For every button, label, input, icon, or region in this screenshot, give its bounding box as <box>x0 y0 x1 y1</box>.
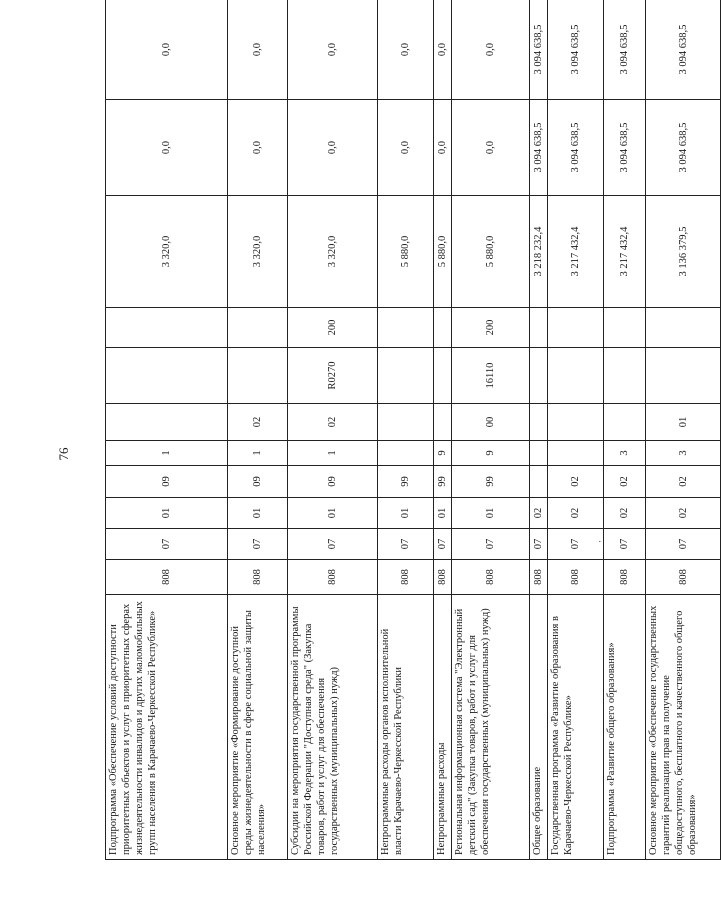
cell-sum3: 3 094 638,5 <box>548 0 604 100</box>
cell-csr2: 3 <box>646 441 721 466</box>
cell-csr1: 09 <box>106 466 228 498</box>
rotated-table-container <box>105 0 698 860</box>
cell-ved: 808 <box>434 560 452 595</box>
cell-csr3: 02 <box>288 404 378 441</box>
cell-csr1: 09 <box>228 466 288 498</box>
cell-rz: 07 <box>434 529 452 560</box>
cell-csr2: 1 <box>106 441 228 466</box>
table-row <box>288 0 378 860</box>
cell-csr3 <box>106 404 228 441</box>
cell-sum3: 0,0 <box>378 0 434 100</box>
cell-rz: 07 <box>228 529 288 560</box>
cell-csr4: 16110 <box>452 348 530 404</box>
cell-csr1: 02 <box>646 466 721 498</box>
table-row <box>106 0 228 860</box>
cell-sum2: 3 094 638,5 <box>548 100 604 196</box>
cell-vr: 200 <box>288 308 378 348</box>
cell-vr <box>548 308 604 348</box>
cell-sum1: 3 320,0 <box>106 196 228 308</box>
cell-name: Непрограммные расходы <box>434 595 452 860</box>
cell-pr: 01 <box>434 498 452 529</box>
cell-vr <box>646 308 721 348</box>
cell-rz: 07 <box>530 529 548 560</box>
cell-csr4 <box>106 348 228 404</box>
cell-rz: 07 <box>548 529 604 560</box>
cell-ved: 808 <box>646 560 721 595</box>
table-row <box>548 0 604 860</box>
cell-ved: 808 <box>452 560 530 595</box>
cell-sum1: 5 880,0 <box>452 196 530 308</box>
cell-sum2: 0,0 <box>228 100 288 196</box>
cell-sum3: 0,0 <box>106 0 228 100</box>
margin-mark: · <box>598 536 602 548</box>
cell-vr <box>378 308 434 348</box>
cell-ved: 808 <box>228 560 288 595</box>
cell-sum2: 3 094 638,5 <box>646 100 721 196</box>
cell-ved: 808 <box>548 560 604 595</box>
cell-vr <box>434 308 452 348</box>
cell-csr4 <box>378 348 434 404</box>
cell-vr <box>530 308 548 348</box>
cell-rz: 07 <box>646 529 721 560</box>
cell-sum1: 3 217 432,4 <box>548 196 604 308</box>
cell-rz: 07 <box>604 529 646 560</box>
cell-ved: 808 <box>378 560 434 595</box>
cell-vr <box>106 308 228 348</box>
cell-csr1: 02 <box>604 466 646 498</box>
cell-pr: 01 <box>228 498 288 529</box>
cell-csr4 <box>228 348 288 404</box>
budget-table <box>105 0 721 860</box>
cell-sum2: 3 094 638,5 <box>604 100 646 196</box>
cell-pr: 02 <box>530 498 548 529</box>
cell-ved: 808 <box>106 560 228 595</box>
table-row <box>646 0 721 860</box>
cell-sum1: 5 880,0 <box>378 196 434 308</box>
cell-sum3: 0,0 <box>228 0 288 100</box>
cell-csr2: 1 <box>228 441 288 466</box>
cell-csr2 <box>530 441 548 466</box>
cell-sum1: 3 217 432,4 <box>604 196 646 308</box>
cell-vr <box>604 308 646 348</box>
cell-csr3 <box>604 404 646 441</box>
cell-sum2: 0,0 <box>452 100 530 196</box>
cell-sum3: 0,0 <box>452 0 530 100</box>
cell-sum2: 0,0 <box>434 100 452 196</box>
cell-sum2: 0,0 <box>106 100 228 196</box>
cell-sum1: 3 218 232,4 <box>530 196 548 308</box>
table-row <box>604 0 646 860</box>
cell-sum1: 3 320,0 <box>288 196 378 308</box>
cell-pr: 01 <box>378 498 434 529</box>
cell-vr <box>228 308 288 348</box>
cell-sum1: 3 320,0 <box>228 196 288 308</box>
cell-sum3: 0,0 <box>434 0 452 100</box>
cell-csr4 <box>434 348 452 404</box>
cell-name: Субсидии на мероприятия государственной программы Российской Федерации "Доступная среда" (Закупка товаров, работ и услуг для обеспечения государственных (муниципальных) нужд) <box>288 595 378 860</box>
table-body <box>106 0 721 860</box>
cell-name: Основное мероприятие «Формирование доступной среды жизнедеятельности в сфере социальной защиты населения» <box>228 595 288 860</box>
cell-vr: 200 <box>452 308 530 348</box>
cell-csr1: 99 <box>434 466 452 498</box>
cell-csr1: 02 <box>548 466 604 498</box>
cell-csr3 <box>434 404 452 441</box>
cell-csr3: 01 <box>646 404 721 441</box>
cell-pr: 01 <box>452 498 530 529</box>
cell-ved: 808 <box>530 560 548 595</box>
cell-pr: 01 <box>106 498 228 529</box>
cell-csr4: R0270 <box>288 348 378 404</box>
cell-pr: 02 <box>548 498 604 529</box>
cell-sum1: 5 880,0 <box>434 196 452 308</box>
cell-name: Государственная программа «Развитие образования в Карачаево-Черкесской Республике» <box>548 595 604 860</box>
cell-name: Общее образование <box>530 595 548 860</box>
cell-csr3: 00 <box>452 404 530 441</box>
cell-csr3 <box>378 404 434 441</box>
cell-csr2: 9 <box>434 441 452 466</box>
table-row <box>530 0 548 860</box>
cell-csr4 <box>646 348 721 404</box>
cell-name: Непрограммные расходы органов исполнительной власти Карачаево-Черкесской Республики <box>378 595 434 860</box>
cell-sum2: 3 094 638,5 <box>530 100 548 196</box>
cell-csr1: 09 <box>288 466 378 498</box>
cell-csr2 <box>378 441 434 466</box>
cell-sum3: 3 094 638,5 <box>604 0 646 100</box>
cell-rz: 07 <box>452 529 530 560</box>
table-row <box>434 0 452 860</box>
cell-sum2: 0,0 <box>288 100 378 196</box>
table-row <box>452 0 530 860</box>
cell-name: Основное мероприятие «Обеспечение государственных гарантий реализации прав на получение общедоступного, бесплатного и качественного общего образования» <box>646 595 721 860</box>
cell-csr3 <box>548 404 604 441</box>
cell-csr2 <box>548 441 604 466</box>
cell-pr: 02 <box>646 498 721 529</box>
cell-sum1: 3 136 379,5 <box>646 196 721 308</box>
cell-name: Подпрограмма «Развитие общего образования» <box>604 595 646 860</box>
cell-sum3: 3 094 638,5 <box>530 0 548 100</box>
cell-name: Подпрограмма «Обеспечение условий доступности приоритетных объектов и услуг в приоритетных сферах жизнедеятельности инвалидов и других маломобильных групп населения в Карачаево-Черкесской Республике» <box>106 595 228 860</box>
cell-csr2: 9 <box>452 441 530 466</box>
page-number: 76 <box>56 447 71 461</box>
cell-csr1: 99 <box>452 466 530 498</box>
cell-csr4 <box>548 348 604 404</box>
cell-csr3: 02 <box>228 404 288 441</box>
cell-csr4 <box>604 348 646 404</box>
table-row <box>228 0 288 860</box>
cell-rz: 07 <box>106 529 228 560</box>
cell-sum3: 3 094 638,5 <box>646 0 721 100</box>
cell-csr1: 99 <box>378 466 434 498</box>
cell-ved: 808 <box>604 560 646 595</box>
cell-ved: 808 <box>288 560 378 595</box>
table-row <box>378 0 434 860</box>
cell-csr3 <box>530 404 548 441</box>
cell-csr2: 1 <box>288 441 378 466</box>
cell-csr1 <box>530 466 548 498</box>
cell-sum3: 0,0 <box>288 0 378 100</box>
cell-csr2: 3 <box>604 441 646 466</box>
cell-sum2: 0,0 <box>378 100 434 196</box>
cell-csr4 <box>530 348 548 404</box>
cell-pr: 01 <box>288 498 378 529</box>
cell-name: Региональная информационная система "Электронный детский сад" (Закупка товаров, работ и услуг для обеспечения государственных (муниципальных) нужд) <box>452 595 530 860</box>
cell-rz: 07 <box>288 529 378 560</box>
cell-rz: 07 <box>378 529 434 560</box>
cell-pr: 02 <box>604 498 646 529</box>
